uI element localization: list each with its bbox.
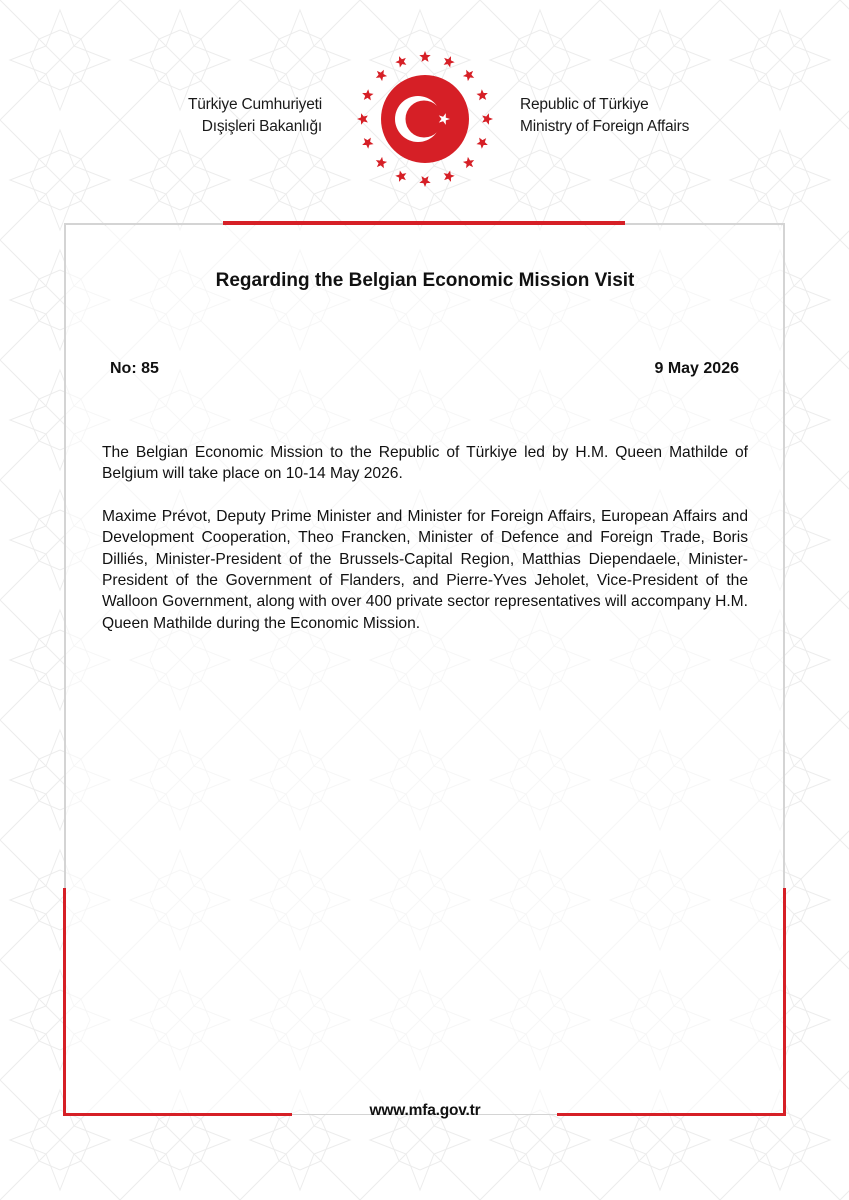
header-right-line2: Ministry of Foreign Affairs (520, 118, 690, 135)
frame-left-grey (64, 223, 66, 888)
body-paragraph: The Belgian Economic Mission to the Republic of Türkiye led by H.M. Queen Mathilde of Belgium will take place on 10-14 May 2026. (102, 444, 748, 483)
seal-star-icon (463, 157, 474, 168)
document-body (102, 442, 748, 655)
seal-star-icon (376, 157, 387, 168)
seal-star-icon (419, 51, 430, 62)
seal-star-icon (463, 70, 474, 81)
seal-star-icon (357, 113, 368, 124)
frame-top-red (223, 221, 625, 225)
document-date: 9 May 2026 (654, 360, 739, 377)
frame-bottom-right-red (557, 1113, 786, 1116)
header-left-line1: Türkiye Cumhuriyeti (187, 96, 322, 113)
header-turkish-name (150, 94, 322, 138)
seal-star-icon (362, 89, 373, 100)
seal-star-icon (482, 113, 493, 124)
header-english-name (520, 94, 740, 138)
turkish-crescent-star-seal-icon (349, 43, 501, 195)
body-paragraph: Maxime Prévot, Deputy Prime Minister and Minister for Foreign Affairs, European Affairs and Development Cooperation, Theo Francken, Minister of Defence and Foreign Trade, Boris Dilliés, Minister-President of the Brussels-Capital Region, Matthias Diependaele, Minister-President of the Government of Flanders, and Pierre-Yves Jeholet, Vice-President of the Walloon Government, along with over 400 private sector representatives will accompany H.M. Queen Mathilde during the Economic Mission. (102, 507, 748, 632)
frame-bottom-left-red (63, 1113, 292, 1116)
frame-right-red (783, 888, 786, 1115)
seal-star-icon (444, 56, 455, 67)
seal-star-icon (395, 56, 406, 67)
header-right-line1: Republic of Türkiye (520, 96, 649, 113)
seal-star-icon (476, 89, 487, 100)
footer-website-link[interactable]: www.mfa.gov.tr (369, 1102, 481, 1119)
seal-star-icon (376, 70, 387, 81)
seal-star-icon (444, 170, 455, 181)
document-title: Regarding the Belgian Economic Mission Visit (215, 270, 635, 291)
frame-right-grey (783, 223, 785, 888)
seal-star-icon (395, 170, 406, 181)
seal-star-icon (476, 138, 487, 149)
frame-left-red (63, 888, 66, 1115)
header-left-line2: Dışişleri Bakanlığı (201, 118, 322, 135)
document-number: No: 85 (110, 360, 159, 377)
seal-star-icon (419, 176, 430, 187)
seal-star-icon (362, 138, 373, 149)
